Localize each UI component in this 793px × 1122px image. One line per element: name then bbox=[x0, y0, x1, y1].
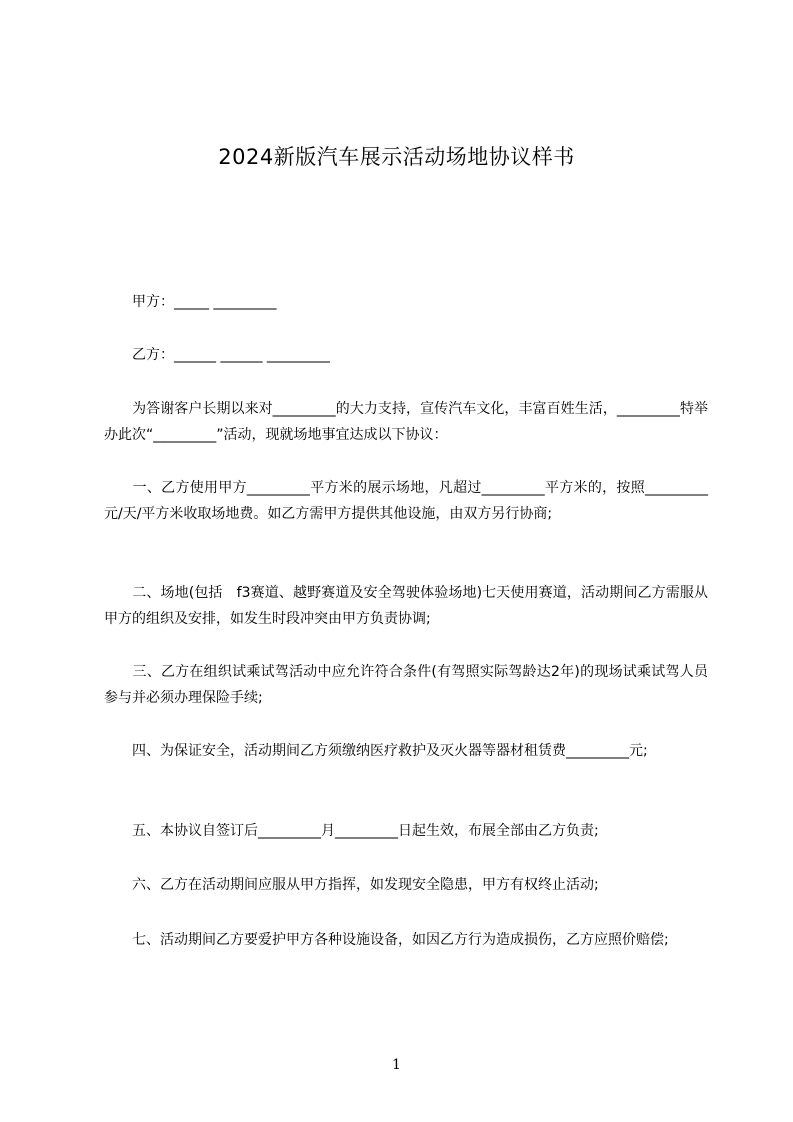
party-a-line: 甲方：_____ _________ bbox=[104, 294, 277, 310]
clause-4: 四、为保证安全，活动期间乙方须缴纳医疗救护及灭火器等器材租赁费_________元; bbox=[104, 743, 648, 759]
clause-5: 五、本协议自签订后_________月_________日起生效，布展全部由乙方负责; bbox=[104, 823, 599, 839]
clause-6: 六、乙方在活动期间应服从甲方指挥，如发现安全隐患，甲方有权终止活动; bbox=[104, 877, 599, 893]
document-title: 2024新版汽车展示活动场地协议样书 bbox=[218, 145, 575, 169]
party-b-line: 乙方：______ ______ _________ bbox=[104, 347, 330, 363]
intro-paragraph: 为答谢客户长期以来对_________的大力支持，宣传汽车文化，丰富百姓生活，_________特举办此次“_________”活动，现就场地事宜达成以下协议： bbox=[104, 401, 708, 443]
clause-7: 七、活动期间乙方要爱护甲方各种设施设备，如因乙方行为造成损伤，乙方应照价赔偿; bbox=[104, 932, 669, 948]
clause-3: 三、乙方在组织试乘试驾活动中应允许符合条件(有驾照实际驾龄达2年)的现场试乘试驾人员参与并必须办理保险手续; bbox=[104, 664, 708, 706]
clause-1: 一、乙方使用甲方_________平方米的展示场地，凡超过_________平方米的，按照_________元/天/平方米收取场地费。如乙方需甲方提供其他设施，由双方另行协商; bbox=[104, 480, 708, 522]
page-number: 1 bbox=[392, 1057, 401, 1073]
clause-2: 二、场地(包括 f3赛道、越野赛道及安全驾驶体验场地)七天使用赛道，活动期间乙方需服从甲方的组织及安排，如发生时段冲突由甲方负责协调; bbox=[104, 585, 708, 627]
